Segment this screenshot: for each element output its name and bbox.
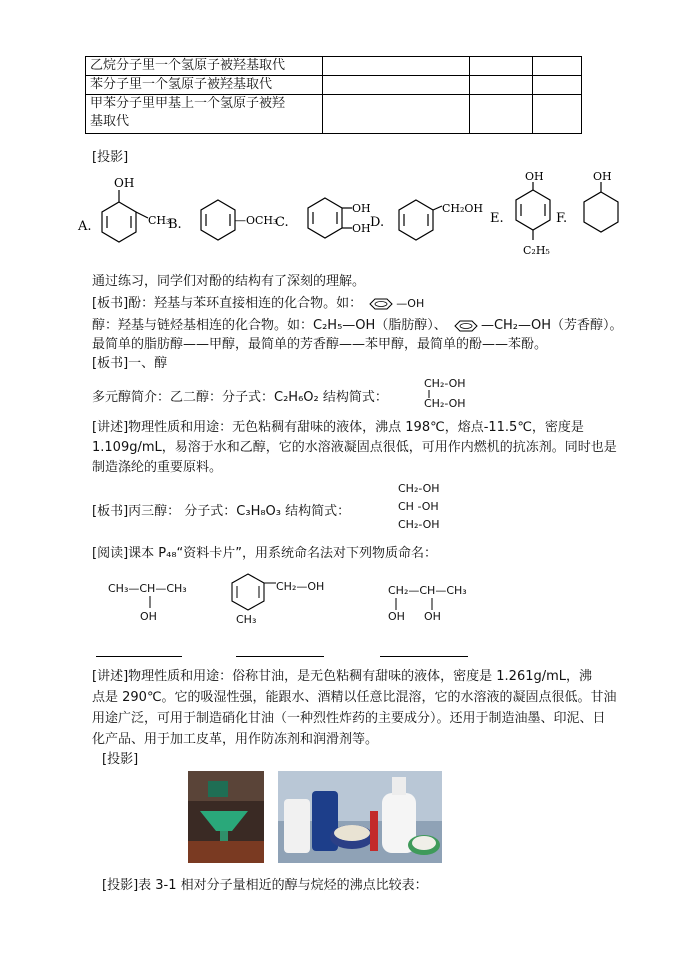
bond-line [148, 596, 152, 608]
paragraph [92, 292, 424, 311]
ch3-text: CH₃ [148, 214, 171, 227]
paragraph: [阅读]课本 P₄₈“资料卡片”，用系统命名法对下列物质命名： [92, 546, 438, 561]
formula-line: CH₂-OH [398, 482, 440, 495]
och3-text: —OCH₃ [235, 214, 278, 227]
glycerol-photo [188, 771, 264, 863]
section-label: [板书]一、醇 [92, 356, 168, 371]
bond-line [427, 390, 431, 398]
structure-diagrams [70, 168, 630, 268]
c2h5-text: C₂H₅ [523, 244, 550, 257]
paragraph: 1.109g/mL，易溶于水和乙醇，它的水溶液凝固点很低，可用作内燃机的抗冻剂。同时也是 [92, 440, 617, 455]
table-cell: 乙烷分子里一个氢原子被羟基取代 [86, 57, 323, 76]
table-cell [470, 57, 533, 76]
formula: CH₃—CH—CH₃ [108, 582, 187, 595]
bond-lines [394, 598, 444, 610]
label-d: D. [370, 215, 385, 230]
paragraph: 制造涤纶的重要原料。 [92, 460, 223, 475]
substitution-table [85, 56, 582, 134]
table-cell [533, 76, 582, 95]
cell-line: 甲苯分子里甲基上一个氢原子被羟 [90, 96, 286, 111]
label-b: B. [168, 217, 182, 232]
text: —OH [396, 297, 425, 310]
label-e: E. [490, 211, 504, 226]
text: —CH₂—OH（芳香醇）。 [480, 318, 623, 333]
formula-line: CH -OH [398, 500, 439, 513]
formula: CH₂—CH—CH₃ [388, 584, 467, 597]
table-cell [323, 76, 470, 95]
paragraph: 最简单的脂肪醇——甲醇，最简单的芳香醇——苯甲醇，最简单的酚——苯酚。 [92, 337, 548, 352]
table-cell [470, 76, 533, 95]
table-row [86, 57, 582, 76]
table-cell [323, 95, 470, 134]
cell-line: 基取代 [90, 114, 130, 129]
formula-line: CH₂-OH [398, 518, 440, 531]
answer-blank [380, 656, 468, 657]
answer-blank [236, 656, 324, 657]
ch2oh-text: CH₂OH [442, 202, 484, 215]
paragraph: 通过练习，同学们对酚的结构有了深刻的理解。 [92, 274, 366, 289]
glycol-line: 多元醇简介：乙二醇：分子式：C₂H₆O₂ 结构简式： [92, 390, 388, 405]
formula: OH [140, 610, 157, 623]
oh-text: OH [352, 202, 371, 215]
oh-text: OH [525, 170, 544, 183]
formula: OH [388, 610, 405, 623]
paragraph: 化产品、用于加工皮革，用作防冻剂和润滑剂等。 [92, 732, 379, 747]
answer-blank [96, 656, 182, 657]
section-label: [投影] [102, 752, 139, 767]
table-cell [323, 57, 470, 76]
formula-line: CH₂-OH [424, 397, 466, 410]
glycerol-line: [板书]丙三醇： 分子式：C₃H₈O₃ 结构简式： [92, 504, 351, 519]
oh-text: OH [352, 222, 371, 235]
label-f: F. [556, 211, 568, 226]
table-cell [533, 57, 582, 76]
table-cell [533, 95, 582, 134]
paragraph: [讲述]物理性质和用途：无色粘稠有甜味的液体，沸点 198℃，熔点-11.5℃，密度是 [92, 420, 584, 435]
paragraph: [投影]表 3-1 相对分子量相近的醇与烷烃的沸点比较表： [102, 878, 428, 893]
table-cell: 苯分子里一个氢原子被羟基取代 [86, 76, 323, 95]
table-row [86, 95, 582, 134]
label-a: A. [78, 219, 92, 234]
text: 醇：羟基与链烃基相连的化合物。如：C₂H₅—OH（脂肪醇）、 [92, 318, 447, 333]
table-row [86, 76, 582, 95]
paragraph [92, 314, 623, 333]
benzene-icon [451, 320, 481, 332]
label-c: C. [275, 215, 289, 230]
formula: OH [424, 610, 441, 623]
cosmetics-photo [278, 771, 442, 863]
paragraph: [讲述]物理性质和用途：俗称甘油，是无色粘稠有甜味的液体，密度是 1.261g/mL，沸 [92, 669, 593, 684]
paragraph: 点是 290℃。它的吸湿性强，能跟水、酒精以任意比混溶，它的水溶液的凝固点很低。甘油 [92, 690, 617, 705]
oh-text: OH [114, 176, 135, 190]
formula: CH₂—OH [276, 580, 325, 593]
formula: CH₃ [236, 613, 257, 626]
table-cell [470, 95, 533, 134]
table-cell [86, 95, 323, 134]
oh-text: OH [593, 170, 612, 183]
paragraph: 用途广泛，可用于制造硝化甘油（一种烈性炸药的主要成分）。还用于制造油墨、印泥、日 [92, 711, 606, 726]
formula-line: CH₂-OH [424, 377, 466, 390]
section-label: [投影] [92, 150, 129, 165]
benzene-icon [366, 298, 396, 310]
text: [板书]酚：羟基与苯环直接相连的化合物。如： [92, 296, 363, 311]
